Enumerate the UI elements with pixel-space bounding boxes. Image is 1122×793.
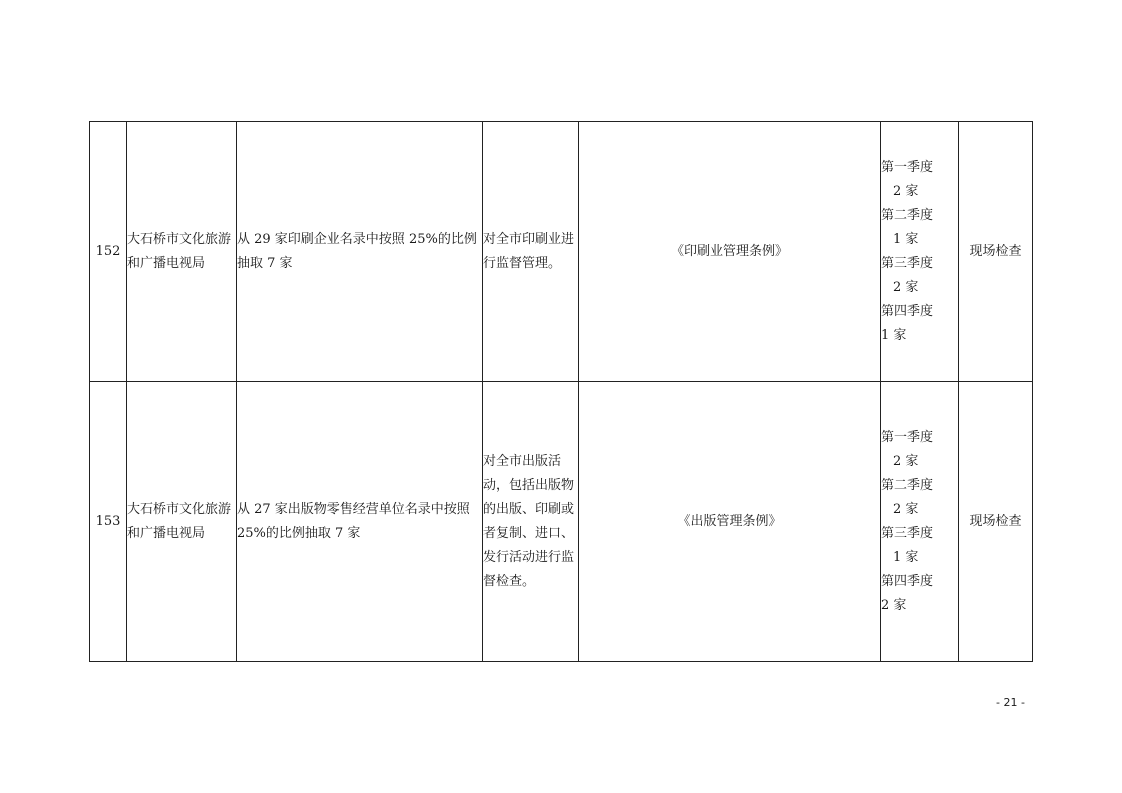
table-row: [90, 122, 1033, 382]
schedule-quarter: 第四季度: [881, 573, 934, 589]
department-cell: 大石桥市文化旅游和广播电视局: [127, 122, 237, 382]
sampling-scope-cell: 从 27 家出版物零售经营单位名录中按照 25%的比例抽取 7 家: [237, 382, 483, 662]
schedule-quarter: 第二季度: [881, 477, 934, 493]
quarterly-schedule-cell: [881, 382, 959, 662]
table-row: [90, 382, 1033, 662]
department-cell: 大石桥市文化旅游和广播电视局: [127, 382, 237, 662]
schedule-count: 2 家: [881, 597, 907, 613]
schedule-count: 2 家: [893, 453, 919, 469]
inspection-method-cell: 现场检查: [959, 382, 1033, 662]
item-number: 152: [90, 122, 127, 382]
page-number: - 21 -: [996, 696, 1025, 709]
quarterly-schedule-cell: [881, 122, 959, 382]
sampling-scope-cell: 从 29 家印刷企业名录中按照 25%的比例抽取 7 家: [237, 122, 483, 382]
inspection-table: [89, 121, 1033, 662]
inspection-content-cell: 对全市出版活动，包括出版物的出版、印刷或者复制、进口、发行活动进行监督检查。: [483, 382, 579, 662]
schedule-count: 2 家: [893, 183, 919, 199]
schedule-count: 1 家: [893, 231, 919, 247]
schedule-count: 1 家: [881, 327, 907, 343]
schedule-quarter: 第四季度: [881, 303, 934, 319]
schedule-count: 2 家: [893, 279, 919, 295]
schedule-count: 1 家: [893, 549, 919, 565]
item-number: 153: [90, 382, 127, 662]
inspection-content-cell: 对全市印刷业进行监督管理。: [483, 122, 579, 382]
schedule-quarter: 第三季度: [881, 525, 934, 541]
schedule-quarter: 第一季度: [881, 429, 934, 445]
schedule-quarter: 第一季度: [881, 159, 934, 175]
legal-basis-cell: 《印刷业管理条例》: [579, 122, 881, 382]
legal-basis-cell: 《出版管理条例》: [579, 382, 881, 662]
schedule-quarter: 第二季度: [881, 207, 934, 223]
schedule-count: 2 家: [893, 501, 919, 517]
schedule-quarter: 第三季度: [881, 255, 934, 271]
inspection-method-cell: 现场检查: [959, 122, 1033, 382]
